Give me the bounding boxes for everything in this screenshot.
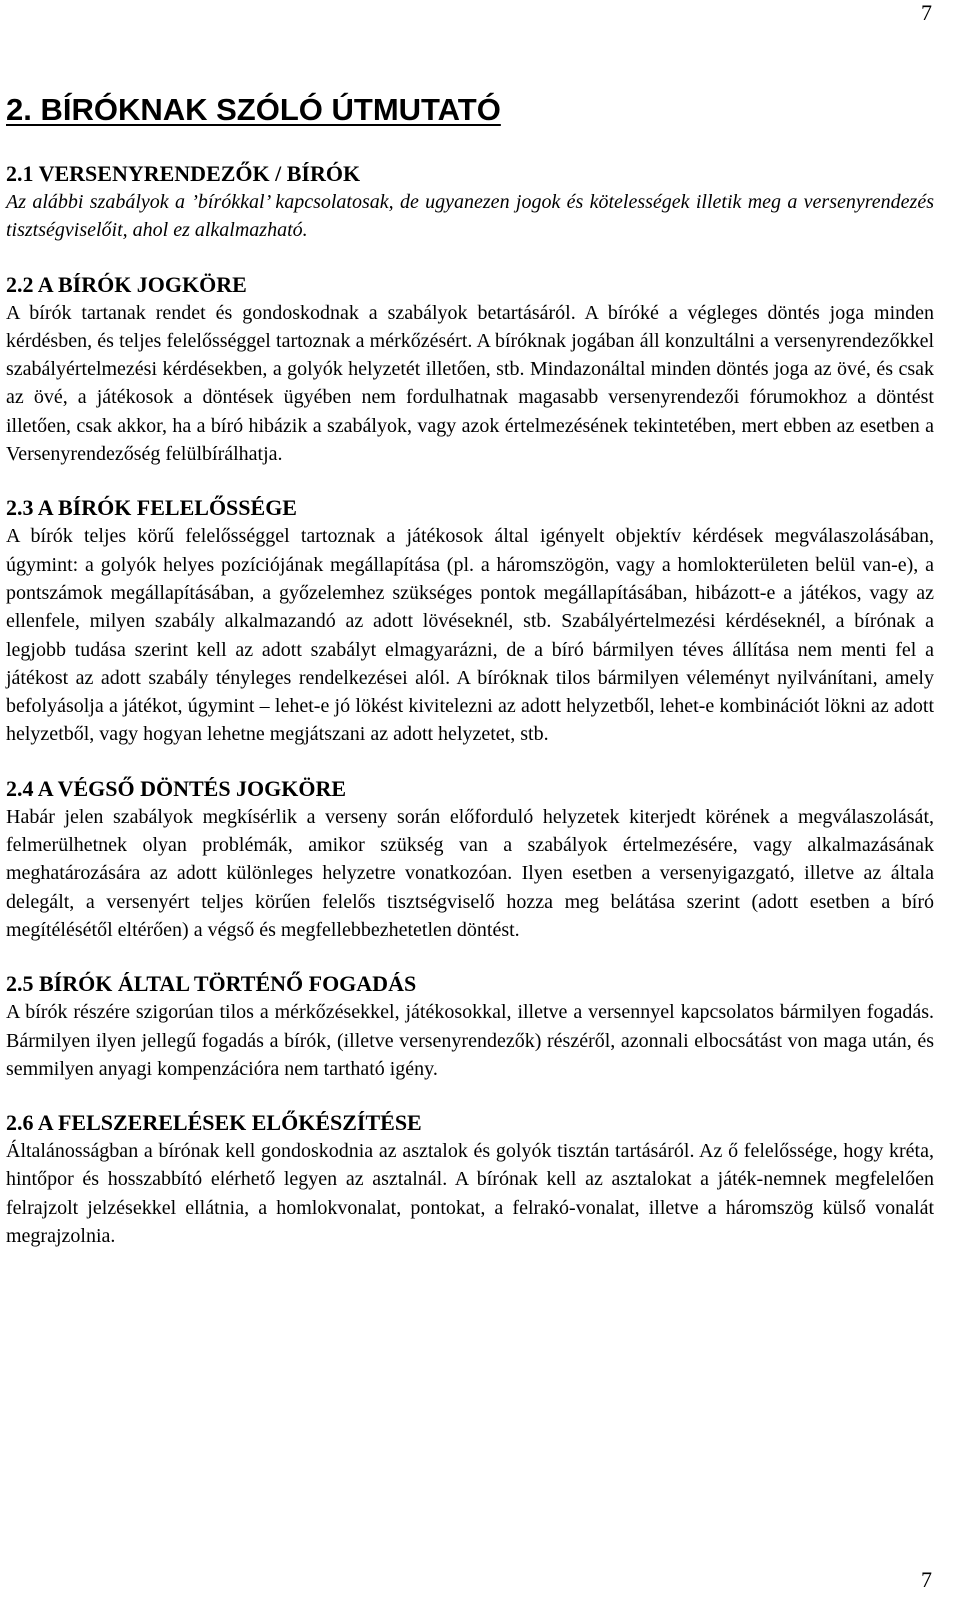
section-heading: 2.6 A FELSZERELÉSEK ELŐKÉSZÍTÉSE (6, 1110, 422, 1136)
section-heading: 2.4 A VÉGSŐ DÖNTÉS JOGKÖRE (6, 775, 347, 801)
section-heading: 2.3 A BÍRÓK FELELŐSSÉGE (6, 495, 297, 521)
page-number-bottom: 7 (921, 1567, 932, 1592)
section-heading: 2.5 BÍRÓK ÁLTAL TÖRTÉNŐ FOGADÁS (6, 971, 417, 997)
section-paragraph: A bírók részére szigorúan tilos a mérkőzésekkel, játékosokkal, illetve a versennyel kapcsolatos bármilyen fogadás. Bármilyen ilyen jellegű fogadás a bírók, (illetve versenyrendezők) részéről, azonnali elbocsátást von maga után, és semmilyen anyagi kompenzációra nem tartható igény. (6, 1001, 934, 1080)
document-body (6, 160, 934, 1250)
section-2-3 (6, 494, 934, 748)
page-number-top: 7 (921, 0, 932, 25)
section-heading: 2.2 A BÍRÓK JOGKÖRE (6, 271, 247, 297)
section-paragraph: Habár jelen szabályok megkísérlik a verseny során előforduló helyzetek kiterjedt körének a megválaszolását, felmerülhetnek olyan problémák, amikor szükség van a szabályok értelmezésére, vagy alkalmazásának meghatározására az adott különleges helyzetre vonatkozóan. Ilyen esetben a versenyigazgató, illetve az általa delegált, a versenyért teljes körűen felelős tisztségviselő hozza meg belátása szerint (adott esetben a bíró megítélésétől eltérően) a végső és megfellebbezhetetlen döntést. (6, 805, 934, 941)
section-2-6 (6, 1109, 934, 1250)
section-2-4 (6, 775, 934, 944)
section-2-1 (6, 160, 934, 245)
section-paragraph: Az alábbi szabályok a ’bírókkal’ kapcsolatosak, de ugyanezen jogok és kötelességek illetik meg a versenyrendezés tisztségviselőit, ahol ez alkalmazható. (6, 191, 934, 242)
section-paragraph: A bírók teljes körű felelősséggel tartoznak a játékosok által igényelt objektív kérdések megválaszolásában, úgymint: a golyók helyes pozíciójának megállapítása (pl. a háromszögön, vagy a homlokterületen belül van-e), a pontszámok megállapításában, a győzelemhez szükséges pontok megállapításában, hibázott-e a játékos, vagy az ellenfele, milyen szabály alkalmazandó az adott lövéseknél, stb. Szabályértelmezési kérdéseknél, a bírónak a legjobb tudása szerint kell az adott szabályt elmagyarázni, de a bíró bármilyen téves állítása nem menti fel a játékost az adott szabály tényleges rendelkezései alól. A bíróknak tilos bármilyen véleményt nyilvánítani, amely befolyásolja a játékot, úgymint – lehet-e jó lökést kivitelezni az adott helyzetből, lehet-e kombinációt lökni az adott helyzetből, vagy hogyan lehetne megjátszani az adott helyzetet, stb. (6, 525, 934, 746)
section-2-5 (6, 970, 934, 1083)
section-paragraph: A bírók tartanak rendet és gondoskodnak a szabályok betartásáról. A bíróké a végleges döntés joga minden kérdésben, és teljes felelősséggel tartoznak a mérkőzésért. A bíróknak jogában áll konzultálni a versenyrendezőkkel szabályértelmezési kérdésekben, a golyók helyzetét illetően, stb. Mindazonáltal minden döntés joga az övé, és csak az övé, a játékosok a döntések ügyében nem fordulhatnak magasabb versenyrendezői fórumokhoz a döntést illetően, csak akkor, ha a bíró hibázik a szabályok, vagy azok értelmezésének tekintetében, mert ebben az esetben a Versenyrendezőség felülbírálhatja. (6, 301, 934, 466)
section-heading: 2.1 VERSENYRENDEZŐK / BÍRÓK (6, 161, 361, 186)
section-2-2 (6, 271, 934, 469)
section-paragraph: Általánosságban a bírónak kell gondoskodnia az asztalok és golyók tisztán tartásáról. Az ő felelőssége, hogy kréta, hintőpor és hosszabbító elérhető legyen az asztalnál. A bírónak kell az asztalokat a játék-nemnek megfelelően felrajzolt jelzésekkel ellátnia, a homlokvonalat, pontokat, a felrakó-vonalat, illetve a háromszög külső vonalát megrajzolnia. (6, 1140, 934, 1248)
document-title: 2. BÍRÓKNAK SZÓLÓ ÚTMUTATÓ (6, 92, 501, 127)
